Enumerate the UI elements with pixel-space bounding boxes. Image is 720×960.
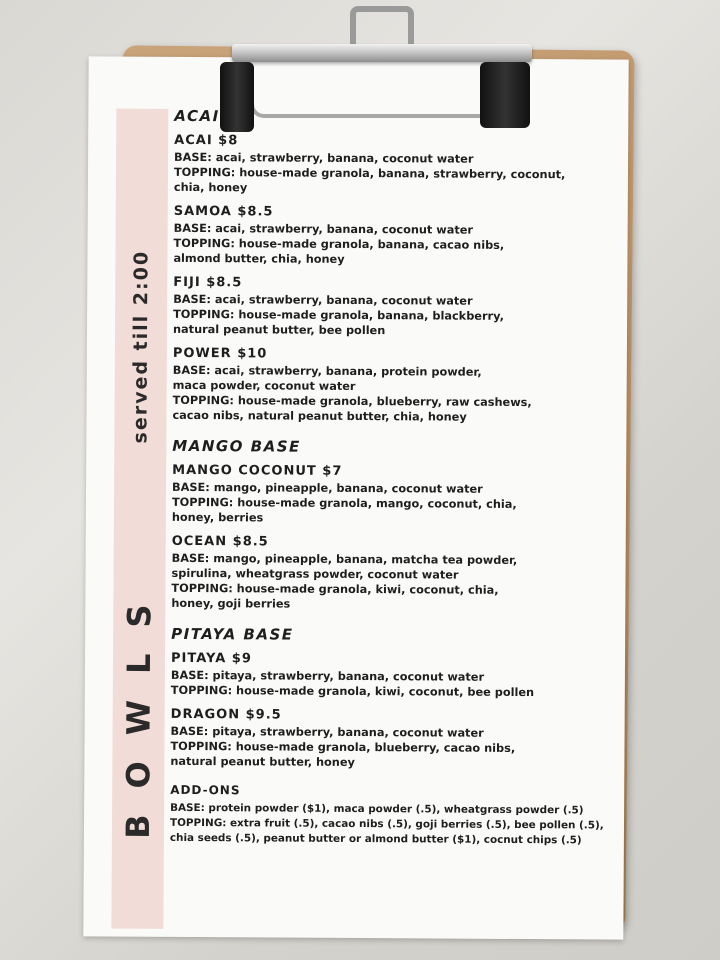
item-description-line: TOPPING: house-made granola, kiwi, coconut, chia, bbox=[171, 581, 499, 597]
item-name: ACAI $8 bbox=[174, 132, 239, 149]
served-till-text: served till 2:00 bbox=[129, 249, 153, 444]
item-description-line: BASE: pitaya, strawberry, banana, coconut water bbox=[170, 668, 485, 684]
item-description-line: BASE: acai, strawberry, banana, coconut water bbox=[173, 221, 474, 237]
item-name: POWER $10 bbox=[172, 345, 268, 362]
item-description-line: BASE: mango, pineapple, banana, matcha tea powder, bbox=[171, 551, 518, 567]
menu-content bbox=[170, 107, 620, 849]
item-description-line: BASE: pitaya, strawberry, banana, coconut water bbox=[170, 724, 484, 740]
item-description-line: honey, berries bbox=[171, 510, 264, 525]
addons-line: chia seeds (.5), peanut butter or almond butter ($1), cocnut chips (.5) bbox=[169, 831, 582, 847]
item-name: OCEAN $8.5 bbox=[171, 533, 269, 550]
item-description-line: cacao nibs, natural peanut butter, chia, honey bbox=[172, 408, 467, 424]
section-title: ACAI bbox=[174, 106, 220, 126]
section-title: MANGO BASE bbox=[172, 436, 301, 456]
item-description-line: TOPPING: house-made granola, blueberry, cacao nibs, bbox=[170, 739, 516, 755]
item-name: PITAYA $9 bbox=[170, 650, 252, 667]
addons-line: BASE: protein powder ($1), maca powder (.5), wheatgrass powder (.5) bbox=[170, 801, 584, 817]
menu-item bbox=[171, 651, 616, 701]
menu-item bbox=[171, 534, 616, 614]
item-description-line: BASE: mango, pineapple, banana, coconut water bbox=[172, 480, 483, 496]
item-description-line: TOPPING: house-made granola, banana, cacao nibs, bbox=[173, 236, 505, 252]
item-description-line: almond butter, chia, honey bbox=[173, 251, 345, 266]
addons-block bbox=[170, 783, 615, 849]
item-description-line: TOPPING: house-made granola, kiwi, coconut, bee pollen bbox=[170, 683, 535, 700]
item-name: DRAGON $9.5 bbox=[170, 706, 282, 723]
menu-sheet bbox=[83, 56, 628, 939]
menu-sections bbox=[170, 107, 619, 772]
item-description-line: honey, goji berries bbox=[171, 596, 291, 611]
clipboard-clip bbox=[232, 40, 532, 126]
menu-section bbox=[172, 107, 619, 426]
clip-right-foot bbox=[480, 62, 530, 128]
menu-item bbox=[173, 275, 618, 340]
menu-item bbox=[174, 133, 619, 198]
clip-left-foot bbox=[220, 62, 254, 132]
item-description-line: natural peanut butter, honey bbox=[170, 754, 355, 769]
addons-line: TOPPING: extra fruit (.5), cacao nibs (.5), goji berries (.5), bee pollen (.5), bbox=[169, 816, 604, 832]
item-description-line: BASE: acai, strawberry, banana, coconut water bbox=[174, 150, 474, 166]
item-description-line: natural peanut butter, bee pollen bbox=[172, 322, 386, 338]
item-description-line: maca powder, coconut water bbox=[172, 378, 356, 393]
item-description-line: BASE: acai, strawberry, banana, protein powder, bbox=[172, 363, 482, 379]
item-description-line: spirulina, wheatgrass powder, coconut water bbox=[171, 566, 459, 582]
menu-item bbox=[170, 707, 615, 772]
menu-section bbox=[170, 625, 616, 772]
item-description-line: TOPPING: house-made granola, banana, strawberry, coconut, bbox=[173, 165, 566, 182]
menu-item bbox=[172, 346, 617, 426]
addons-title: ADD-ONS bbox=[170, 782, 241, 798]
item-description-line: chia, honey bbox=[173, 180, 248, 195]
item-description-line: TOPPING: house-made granola, mango, coconut, chia, bbox=[171, 495, 517, 511]
item-description-line: TOPPING: house-made granola, banana, blackberry, bbox=[173, 307, 504, 323]
item-name: SAMOA $8.5 bbox=[173, 203, 274, 220]
clip-bar bbox=[232, 44, 532, 62]
item-name: FIJI $8.5 bbox=[173, 274, 243, 291]
item-description-line: BASE: acai, strawberry, banana, coconut water bbox=[173, 292, 473, 308]
menu-section bbox=[171, 437, 617, 614]
menu-item bbox=[173, 204, 618, 269]
item-description-line: TOPPING: house-made granola, blueberry, raw cashews, bbox=[172, 393, 532, 410]
bowls-title: BOWLS bbox=[118, 578, 159, 839]
section-title: PITAYA BASE bbox=[171, 624, 294, 644]
menu-item bbox=[172, 463, 617, 528]
item-name: MANGO COCONUT $7 bbox=[172, 462, 343, 479]
